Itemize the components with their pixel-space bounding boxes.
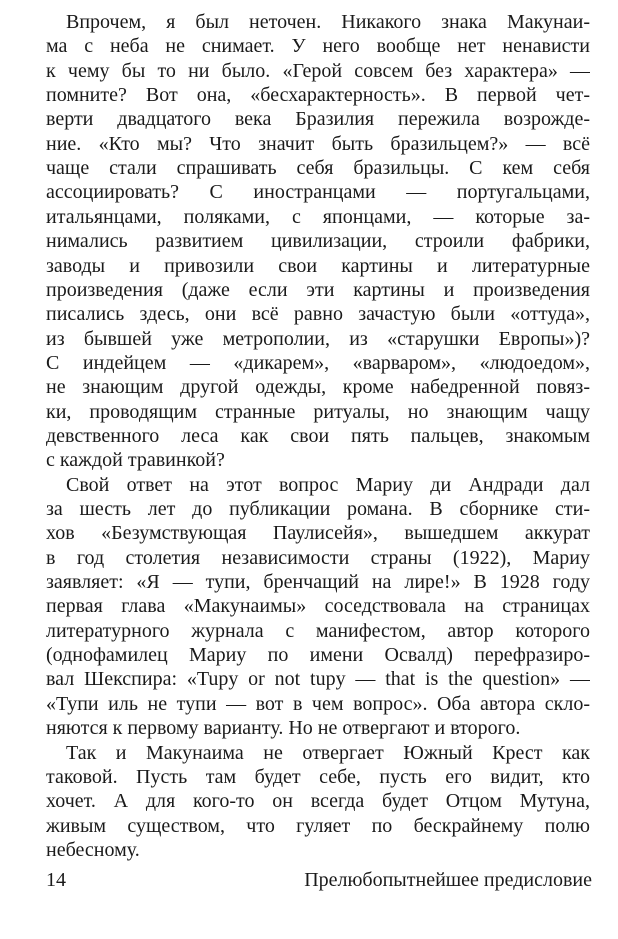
text-line: произведения (даже если эти картины и произведения [46,278,590,301]
text-line: к чему бы то ни было. «Герой совсем без характера» — [46,59,590,82]
text-line: Впрочем, я был неточен. Никакого знака Макунаи- [66,11,590,33]
text-line: из бывшей уже метрополии, из «старушки Европы»)? [46,327,590,350]
text-line: итальянцами, поляками, с японцами, — которые за- [46,205,590,228]
running-title: Прелюбопытнейшее предисловие [304,869,592,891]
text-line: ассоциировать? С иностранцами — португальцами, [46,181,590,204]
text-line: в год столетия независимости страны (1922), Мариу [46,546,590,569]
text-line: Так и Макунаима не отвергает Южный Крест как [66,741,590,764]
text-line: хов «Безумствующая Паулисейя», вышедшем аккурат [46,522,590,545]
text-line: не знающим другой одежды, кроме набедренной повяз- [46,376,590,399]
text-line: небесному. [46,838,140,861]
text-line: заводы и привозили свои картины и литературные [46,254,590,277]
text-line: заявляет: «Я — тупи, бренчащий на лире!» В 1928 году [46,571,590,594]
text-line: чаще стали спрашивать себя бразильцы. С кем себя [46,157,590,180]
text-line: верти двадцатого века Бразилия пережила возрожде- [46,108,590,131]
text-line: за шесть лет до публикации романа. В сборнике сти- [46,498,590,520]
text-line: (однофамилец Мариу по имени Освалд) перефразиро- [46,644,590,667]
text-line: с каждой травинкой? [46,449,225,472]
text-line: вал Шекспира: «Tupy or not tupy — that is the question» — [46,668,590,691]
text-line: ма с неба не снимает. У него вообще нет ненависти [46,35,590,58]
text-line: нимались развитием цивилизации, строили фабрики, [46,230,590,253]
page-number: 14 [46,869,66,891]
text-line: няются к первому варианту. Но не отвергают и второго. [46,717,521,740]
text-line: таковой. Пусть там будет себе, пусть его видит, кто [46,765,590,788]
text-line: ки, проводящим странные ритуалы, но знающим чащу [46,400,590,423]
text-line: хочет. А для кого-то он всегда будет Отцом Мутуна, [46,790,590,813]
text-line: литературного журнала с манифестом, автор которого [46,619,590,642]
text-line: помните? Вот она, «бесхарактерность». В первой чет- [46,84,590,107]
text-line: живым существом, что гуляет по бескрайнему полю [46,814,590,837]
text-line: писались здесь, они всё равно зачастую были «оттуда», [46,303,590,326]
text-line: первая глава «Макунаимы» соседствовала на страницах [46,595,590,618]
text-line: «Тупи иль не тупи — вот в чем вопрос». Оба автора скло- [46,692,590,715]
text-line: ние. «Кто мы? Что значит быть бразильцем?» — всё [46,132,590,155]
text-line: Свой ответ на этот вопрос Мариу ди Андради дал [66,473,590,496]
text-line: девственного леса как свои пять пальцев, знакомым [46,424,590,447]
text-line: С индейцем — «дикарем», «варваром», «людоедом», [46,351,590,374]
